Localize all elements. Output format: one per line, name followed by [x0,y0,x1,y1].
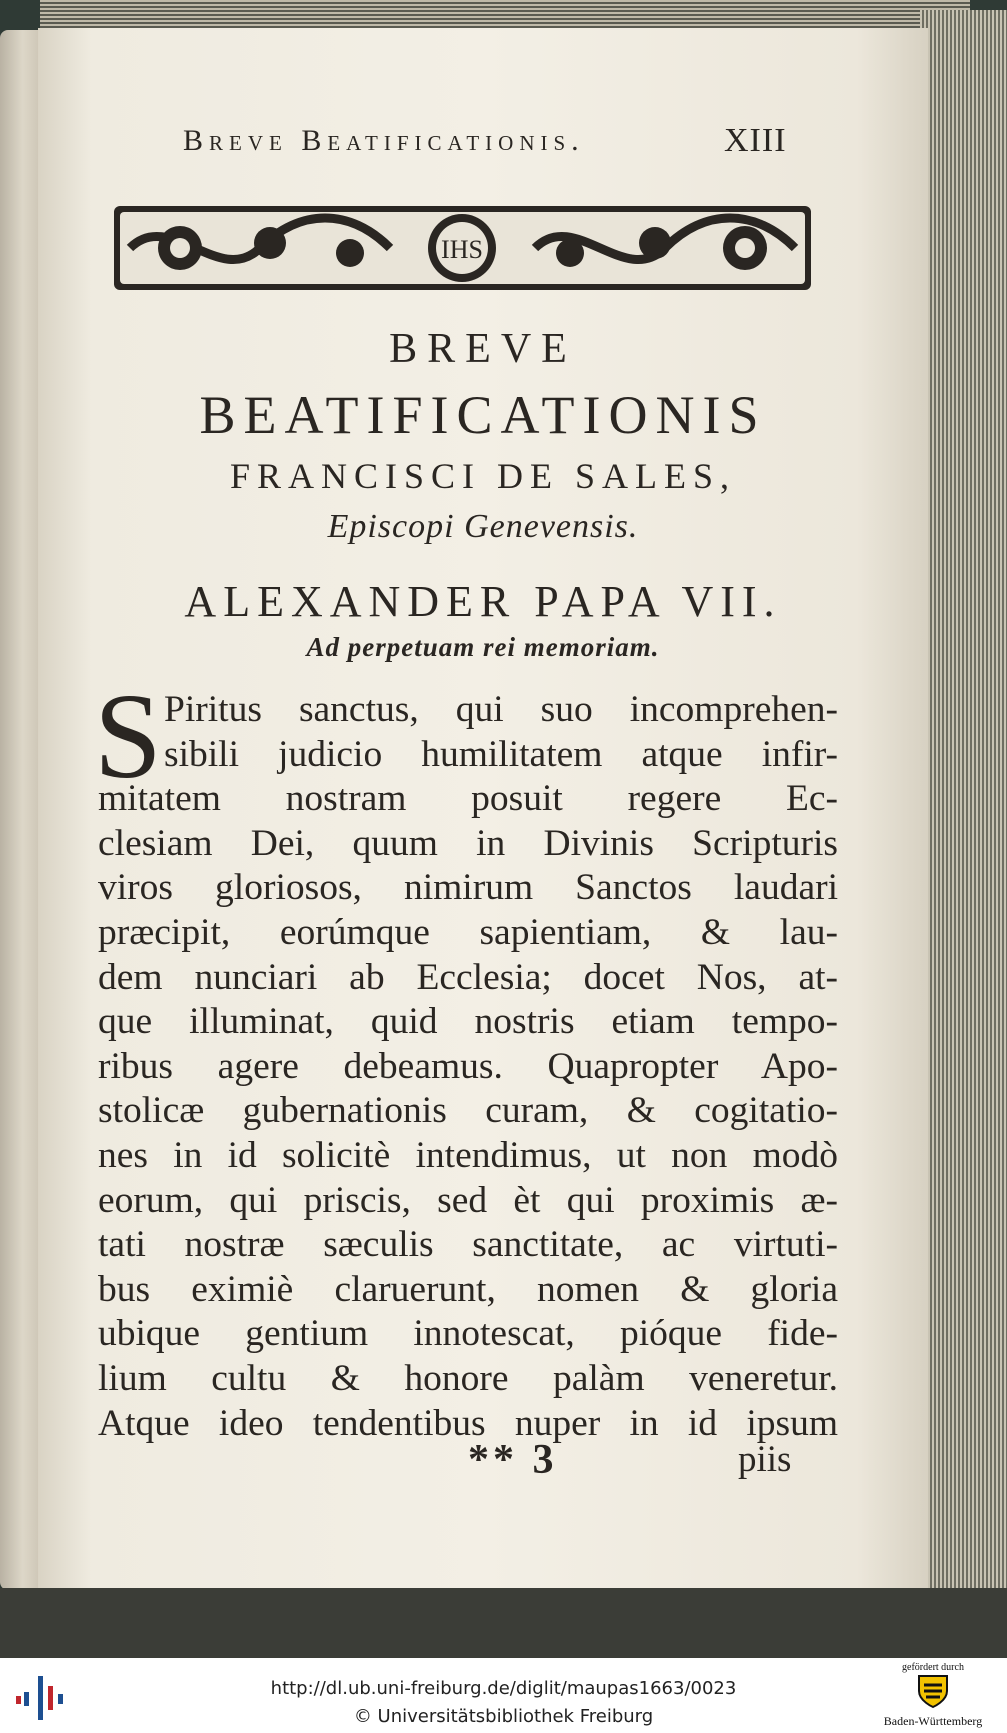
body-line: sibili judicio humilitatem atque infir- [164,733,838,775]
body-line: ubique gentium innotescat, pióque fide- [98,1313,838,1355]
heading-beatificationis: BEATIFICATIONIS [199,385,767,445]
body-line: viros gloriosos, nimirum Sanctos laudari [98,867,838,909]
body-line: eorum, qui priscis, sed èt qui proximis æ- [98,1179,838,1221]
body-line: que illuminat, quid nostris etiam tempo- [98,1001,838,1043]
body-text [98,688,838,1446]
page-edges [920,10,1007,1590]
drop-cap: S [94,669,162,804]
body-line: præcipit, eorúmque sapientiam, & lau- [98,911,838,953]
heading-memoriam: Ad perpetuam rei memoriam. [306,632,660,662]
copyright-notice: © Universitätsbibliothek Freiburg [353,1706,654,1727]
body-line: stolicæ gubernationis curam, & cogitatio- [98,1090,838,1132]
heading-francisci: FRANCISCI DE SALES, [229,456,737,496]
body-line: tati nostræ sæculis sanctitate, ac virtuti- [98,1224,838,1266]
left-page-edge [0,30,38,1590]
heading-alexander: ALEXANDER PAPA VII. [184,577,782,626]
book-page [38,28,928,1588]
page-number: XIII [724,122,787,159]
running-head [38,116,928,166]
scan-bottom-band [0,1588,1007,1658]
body-line: Piritus sanctus, qui suo incomprehen- [164,689,838,730]
heading-breve: BREVE [389,326,577,372]
catchword: piis [738,1439,792,1480]
running-head-title: Breve Beatificationis. [183,124,585,157]
body-line: ribus agere debeamus. Quapropter Apo- [98,1045,838,1087]
viewer-footer [0,1658,1007,1733]
ornamental-headpiece-icon [110,198,815,298]
signature-mark: ** 3 [468,1437,558,1483]
funder-caption: gefördert durch [902,1662,964,1673]
body-line: clesiam Dei, quum in Divinis Scripturis [98,822,838,864]
body-line: nes in id solicitè intendimus, ut non modò [98,1134,838,1176]
book-top-edge [40,0,970,30]
permalink-url[interactable]: http://dl.ub.uni-freiburg.de/diglit/maupas1663/0023 [270,1678,737,1699]
ihs-monogram: IHS [441,235,483,264]
body-line: Atque ideo tendentibus nuper in id ipsum [98,1402,838,1444]
funder-block [868,1662,998,1732]
body-line: lium cultu & honore palàm veneretur. [98,1357,838,1399]
heading-episcopi: Episcopi Genevensis. [327,508,639,545]
body-line: bus eximiè claruerunt, nomen & gloria [98,1268,838,1310]
coat-of-arms-icon [916,1673,950,1709]
funder-name: Baden-Württemberg [883,1714,983,1728]
body-line: mitatem nostram posuit regere Ec- [98,778,838,820]
body-line: dem nunciari ab Ecclesia; docet Nos, at- [98,956,838,998]
